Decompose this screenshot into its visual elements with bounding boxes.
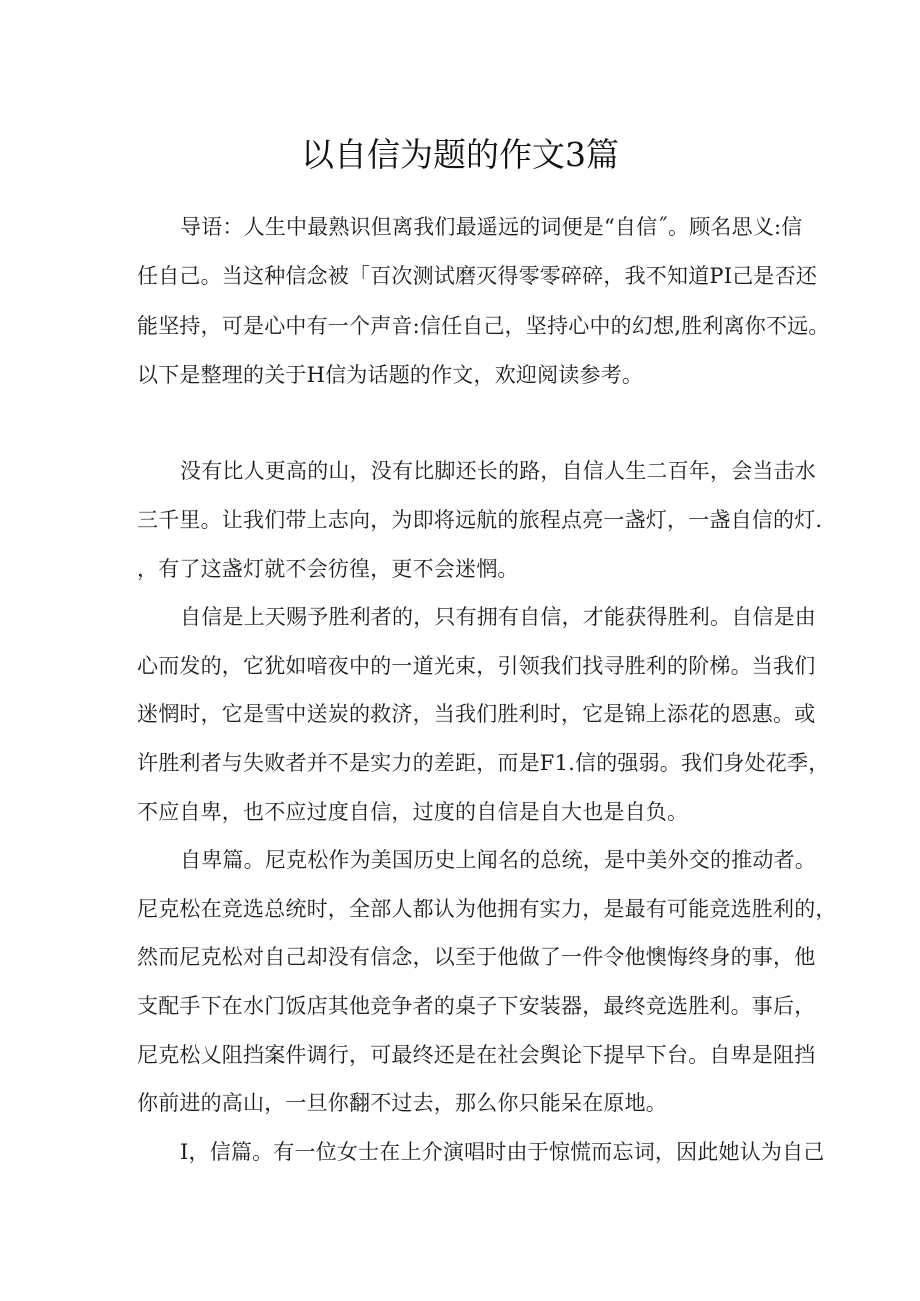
para3-line-1: 自卑篇。尼克松作为美国历史上闻名的总统，是中美外交的推动者。 bbox=[180, 848, 816, 872]
para2-line-5: 不应自卑，也不应过度自信，过度的自信是自大也是自负。 bbox=[137, 800, 689, 824]
para4-line-1: I，信篇。有一位女士在上介演唱时由于惊慌而忘词，因此她认为自己 bbox=[180, 1140, 825, 1164]
para2-line-4: 许胜利者与失败者并不是实力的差距，而是F1.信的强弱。我们身处花季， bbox=[137, 751, 830, 775]
para1-line-3: ，有了这盏灯就不会彷徨，更不会迷惘。 bbox=[137, 557, 519, 581]
intro-line-4: 以下是整理的关于H信为话题的作文，欢迎阅读参考。 bbox=[137, 363, 644, 387]
document-title: 以自信为题的作文3篇 bbox=[301, 135, 619, 174]
intro-line-3: 能坚持，可是心中有一个声音:信任自己，坚持心中的幻想,胜利离你不远。 bbox=[137, 314, 830, 338]
para3-line-2: 尼克松在竞选总统时，全部人都认为他拥有实力，是最有可能竞选胜利的， bbox=[137, 897, 837, 921]
intro-line-2: 任自己。当这种信念被「百次测试磨灭得零零碎碎，我不知道PI己是否还 bbox=[137, 264, 818, 288]
intro-line-1: 导语：人生中最熟识但离我们最遥远的词便是“自信˝。顾名思义:信 bbox=[180, 215, 803, 239]
para1-line-1: 没有比人更高的山，没有比脚还长的路，自信人生二百年，会当击水 bbox=[180, 459, 816, 483]
para3-line-3: 然而尼克松对自己却没有信念，以至于他做了一件令他懊悔终身的事，他 bbox=[137, 945, 816, 969]
para3-line-5: 尼克松乂阻挡案件调行，可最终还是在社会舆论下提早下台。自卑是阻挡 bbox=[137, 1043, 816, 1067]
para3-line-4: 支配手下在水门饭店其他竞争者的桌子下安装器，最终竞选胜利。事后， bbox=[137, 994, 816, 1018]
para2-line-2: 心而发的，它犹如喑夜中的一道光束，引领我们找寻胜利的阶梯。当我们 bbox=[137, 654, 816, 678]
para1-line-2: 三千里。让我们带上志向，为即将远航的旅程点亮一盏灯，一盏自信的灯. bbox=[137, 508, 823, 532]
para2-line-1: 自信是上天赐予胜利者的，只有拥有自信，才能获得胜利。自信是由 bbox=[180, 605, 816, 629]
para2-line-3: 迷惘时，它是雪中送炭的救济，当我们胜利时，它是锦上添花的恩惠。或 bbox=[137, 702, 816, 726]
para3-line-6: 你前进的高山，一旦你翻不过去，那么你只能呆在原地。 bbox=[137, 1091, 667, 1115]
